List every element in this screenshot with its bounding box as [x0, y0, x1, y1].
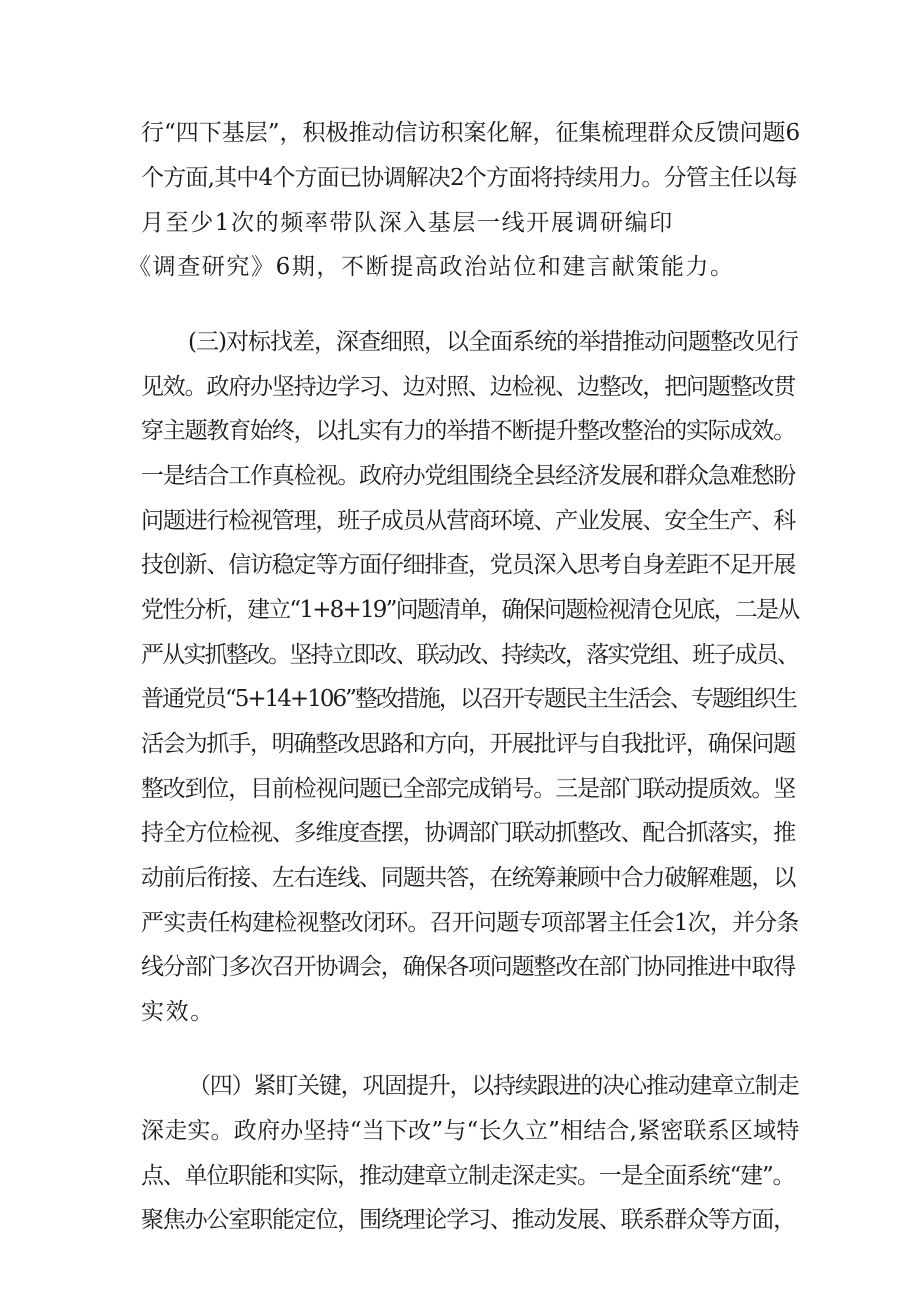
text-line: 持全方位检视、多维度查摆，协调部门联动抓整改、配合抓落实，推 [141, 820, 796, 846]
text-line: 行“四下基层”，积极推动信访积案化解，征集梳理群众反馈问题6 [141, 120, 801, 146]
paragraph-heading-3: (三)对标找差，深查细照，以全面系统的举措推动问题整改见行 [188, 329, 798, 355]
text-line: 线分部门多次召开协调会，确保各项问题整改在部门协同推进中取得 [141, 954, 796, 980]
text-line: 严实责任构建检视整改闭环。召开问题专项部署主任会1次，并分条 [141, 910, 799, 936]
text-line: 动前后衔接、左右连线、同题共答，在统筹兼顾中合力破解难题，以 [141, 865, 796, 891]
text-line: 问题进行检视管理，班子成员从营商环境、产业发展、安全生产、科 [141, 508, 796, 534]
text-line: 深走实。政府办坚持“当下改”与“长久立”相结合,紧密联系区域特 [141, 1118, 800, 1144]
text-line: 整改到位，目前检视问题已全部完成销号。三是部门联动提质效。坚 [141, 776, 796, 802]
text-line: 实效。 [141, 999, 215, 1025]
text-line: 活会为抓手，明确整改思路和方向，开展批评与自我批评，确保问题 [141, 731, 796, 757]
text-line: 个方面,其中4个方面已协调解决2个方面将持续用力。分管主任以每 [141, 165, 797, 191]
text-line: 点、单位职能和实际，推动建章立制走深走实。一是全面系统“建”。 [141, 1163, 795, 1189]
text-line: 穿主题教育始终，以扎实有力的举措不断提升整改整治的实际成效。 [141, 418, 796, 444]
text-line: 见效。政府办坚持边学习、边对照、边检视、边整改，把问题整改贯 [141, 374, 796, 400]
text-line: 严从实抓整改。坚持立即改、联动改、持续改，落实党组、班子成员、 [141, 642, 799, 668]
paragraph-heading-4: （四）紧盯关键，巩固提升，以持续跟进的决心推动建章立制走 [188, 1073, 799, 1099]
text-line: 一是结合工作真检视。政府办党组围绕全县经济发展和群众急难愁盼 [141, 463, 796, 489]
text-line: 普通党员“5+14+106”整改措施，以召开专题民主生活会、专题组织生 [141, 686, 796, 712]
text-line: 技创新、信访稳定等方面仔细排查，党员深入思考自身差距不足开展 [141, 552, 796, 578]
text-line: 聚焦办公室职能定位，围绕理论学习、推动发展、联系群众等方面， [141, 1207, 796, 1233]
text-line: 《调查研究》6期，不断提高政治站位和建言献策能力。 [128, 254, 735, 280]
text-line: 月至少1次的频率带队深入基层一线开展调研编印 [141, 210, 674, 236]
text-line: 党性分析，建立“1+8+19”问题清单，确保问题检视清仓见底，二是从 [141, 597, 799, 623]
